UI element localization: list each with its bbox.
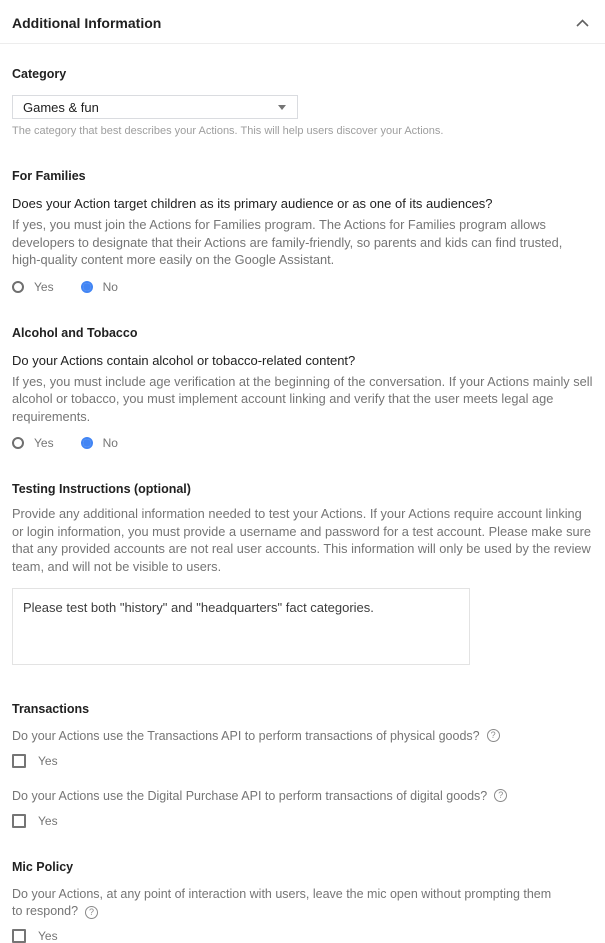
form-content bbox=[0, 67, 605, 943]
category-label: Category bbox=[12, 67, 67, 81]
dropdown-caret-icon bbox=[278, 105, 286, 110]
radio-label: Yes bbox=[34, 279, 54, 294]
transactions-question-digital bbox=[12, 788, 593, 805]
radio-checked-icon bbox=[81, 281, 93, 293]
for-families-radio-group bbox=[12, 280, 593, 294]
radio-unchecked-icon bbox=[12, 437, 24, 449]
mic-policy-title: Mic Policy bbox=[12, 860, 74, 874]
mic-policy-checkbox[interactable] bbox=[12, 929, 26, 943]
alcohol-tobacco-question: Do your Actions contain alcohol or tobacco-related content? bbox=[12, 352, 356, 368]
alcohol-tobacco-helper: If yes, you must include age verification at the beginning of the conversation. If your Actions mainly sell alcohol or tobacco, you must implement account linking and verify that the user meets legal age requirements. bbox=[12, 373, 593, 424]
transactions-physical-checkbox-row bbox=[12, 754, 593, 768]
testing-instructions-helper: Provide any additional information needed to test your Actions. If your Actions require account linking or login information, you must provide a username and password for a test account. Please make sure that any provided accounts are not real user accounts. This information will only be used by the review team, and will not be visible to users. bbox=[12, 506, 592, 574]
transactions-physical-checkbox[interactable] bbox=[12, 754, 26, 768]
alcohol-tobacco-radio-group bbox=[12, 436, 593, 450]
checkbox-label: Yes bbox=[38, 929, 58, 943]
help-icon[interactable] bbox=[487, 729, 500, 742]
transactions-question-physical bbox=[12, 728, 593, 745]
page-title: Additional Information bbox=[12, 15, 162, 31]
category-selected-value: Games & fun bbox=[23, 99, 99, 115]
help-icon[interactable] bbox=[85, 906, 98, 919]
transactions-digital-checkbox-row bbox=[12, 814, 593, 828]
checkbox-label: Yes bbox=[38, 814, 58, 828]
testing-instructions-title: Testing Instructions (optional) bbox=[12, 482, 191, 496]
radio-label: No bbox=[102, 436, 118, 450]
category-select[interactable] bbox=[12, 95, 298, 119]
question-text: Do your Actions, at any point of interaction with users, leave the mic open without prompting them to respond? bbox=[12, 887, 552, 918]
transactions-digital-checkbox[interactable] bbox=[12, 814, 26, 828]
collapse-button[interactable] bbox=[574, 17, 591, 29]
mic-policy-question bbox=[12, 886, 560, 920]
radio-unchecked-icon bbox=[12, 281, 24, 293]
section-header bbox=[0, 0, 605, 44]
for-families-title: For Families bbox=[12, 169, 86, 183]
alcohol-tobacco-radio-yes[interactable] bbox=[12, 436, 54, 450]
category-helper-text: The category that best describes your Actions. This will help users discover your Actions. bbox=[12, 125, 444, 137]
mic-policy-checkbox-row bbox=[12, 929, 593, 943]
checkbox-label: Yes bbox=[38, 754, 58, 768]
radio-label: Yes bbox=[34, 436, 54, 450]
transactions-title: Transactions bbox=[12, 702, 90, 716]
for-families-helper: If yes, you must join the Actions for Families program. The Actions for Families program allows developers to designate that their Actions are family-friendly, so parents and kids can find trusted, high-quality content more easily on the Google Assistant. bbox=[12, 217, 563, 267]
help-icon[interactable] bbox=[494, 789, 507, 802]
alcohol-tobacco-radio-no[interactable] bbox=[81, 436, 118, 450]
question-text: Do your Actions use the Digital Purchase API to perform transactions of digital goods? bbox=[12, 789, 488, 803]
testing-instructions-input[interactable] bbox=[12, 588, 470, 665]
for-families-question: Does your Action target children as its primary audience or as one of its audiences? bbox=[12, 196, 493, 211]
question-text: Do your Actions use the Transactions API to perform transactions of physical goods? bbox=[12, 729, 480, 743]
radio-checked-icon bbox=[81, 437, 93, 449]
alcohol-tobacco-title: Alcohol and Tobacco bbox=[12, 325, 138, 340]
radio-label: No bbox=[102, 279, 118, 294]
chevron-up-icon bbox=[576, 15, 589, 30]
for-families-radio-yes[interactable] bbox=[12, 280, 54, 294]
for-families-radio-no[interactable] bbox=[81, 280, 118, 294]
